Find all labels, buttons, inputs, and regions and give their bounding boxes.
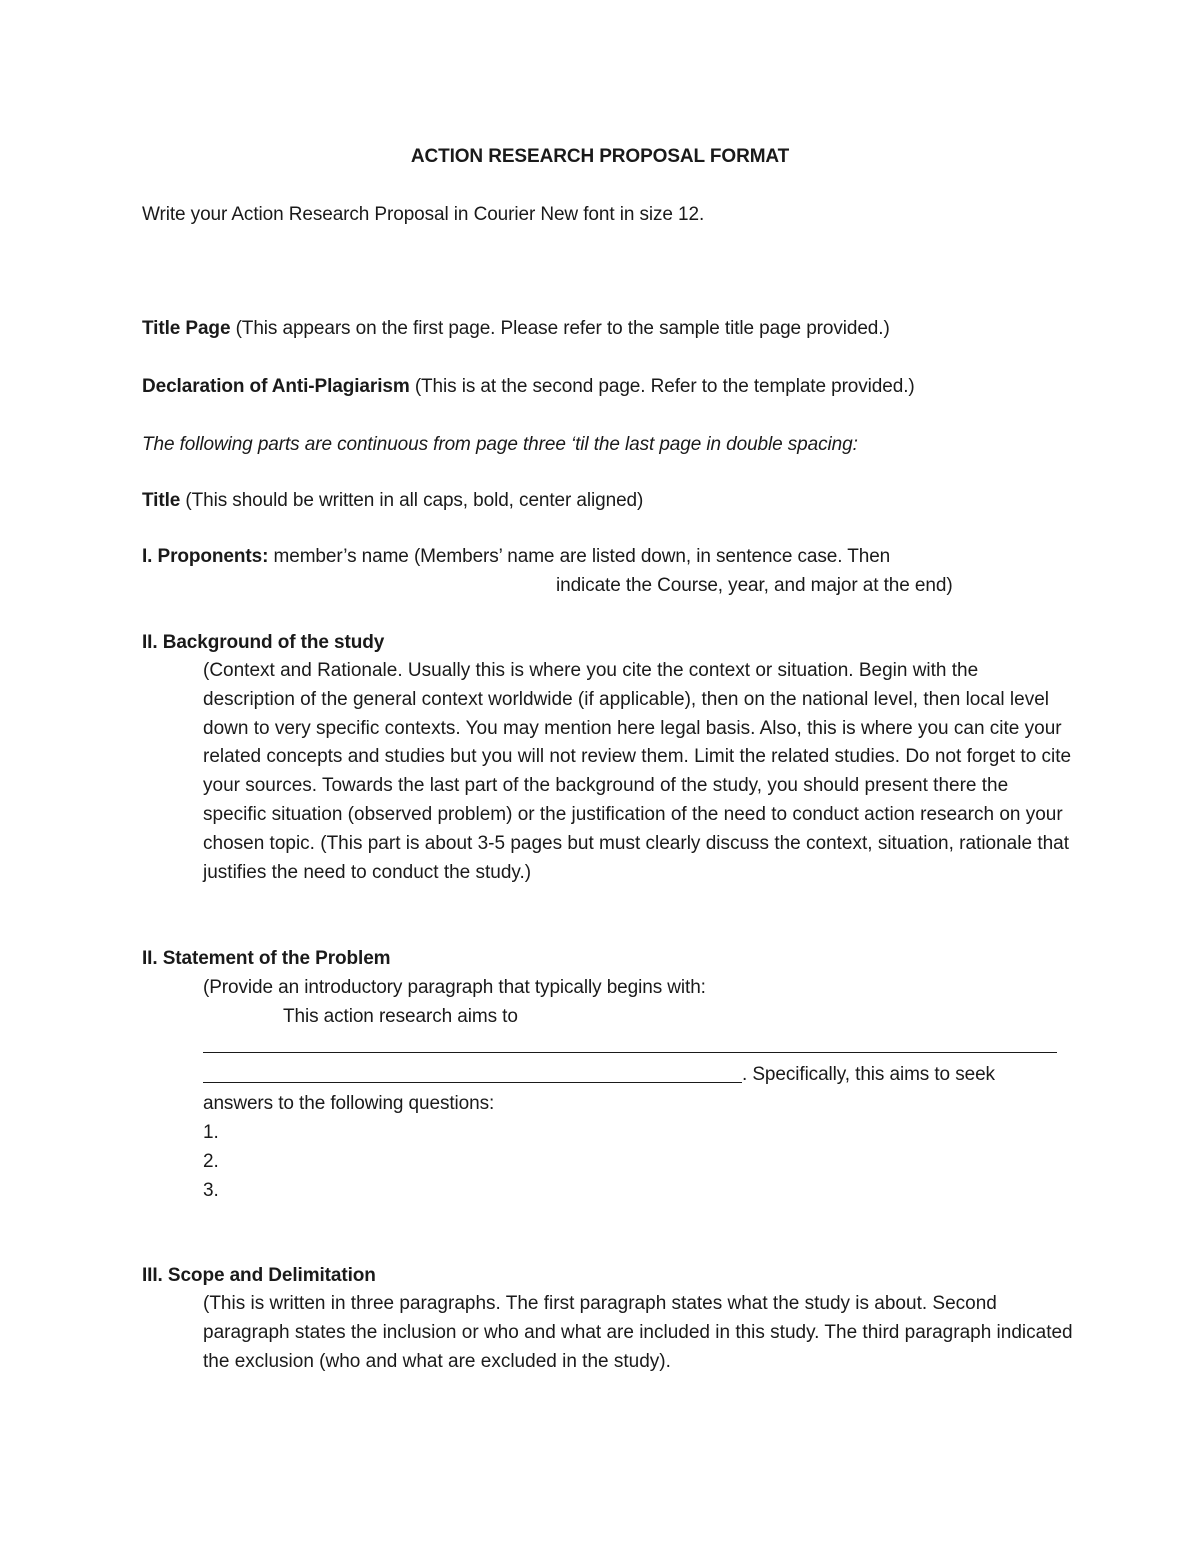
title-page-label: Title Page <box>142 318 231 339</box>
declaration-label: Declaration of Anti-Plagiarism <box>142 376 410 397</box>
continuous-note: The following parts are continuous from page three ‘til the last page in double spacing: <box>142 434 858 455</box>
question-item-3: 3. <box>203 1180 219 1201</box>
background-heading: II. Background of the study <box>142 632 385 653</box>
proponents-line <box>142 542 890 571</box>
statement-answers: answers to the following questions: <box>203 1093 495 1114</box>
title-section-text: (This should be written in all caps, bold, center aligned) <box>180 490 644 511</box>
instruction-line: Write your Action Research Proposal in Courier New font in size 12. <box>142 204 705 225</box>
blank-fill-line-2 <box>203 1082 742 1083</box>
declaration-text: (This is at the second page. Refer to the template provided.) <box>409 376 915 397</box>
statement-intro: (Provide an introductory paragraph that typically begins with: <box>203 977 706 998</box>
question-item-1: 1. <box>203 1122 219 1143</box>
question-item-2: 2. <box>203 1151 219 1172</box>
title-page-text: (This appears on the first page. Please refer to the sample title page provided.) <box>230 318 890 339</box>
blank-fill-line-1 <box>203 1052 1057 1053</box>
scope-body: (This is written in three paragraphs. The first paragraph states what the study is about. Second paragraph states the inclusion or who and what are included in this study. The third paragraph indicated the exclusion (who and what are excluded in the study). <box>203 1293 1073 1372</box>
proponents-text: member’s name (Members’ name are listed down, in sentence case. Then <box>268 546 891 567</box>
statement-aims: This action research aims to <box>283 1006 518 1027</box>
title-page-line <box>142 314 890 343</box>
proponents-label: I. Proponents: <box>142 546 269 567</box>
title-section-label: Title <box>142 490 181 511</box>
document-title: ACTION RESEARCH PROPOSAL FORMAT <box>410 146 790 167</box>
scope-heading: III. Scope and Delimitation <box>142 1265 376 1286</box>
title-section-line <box>142 486 643 515</box>
proponents-continuation: indicate the Course, year, and major at the end) <box>556 575 953 596</box>
declaration-line <box>142 372 915 401</box>
background-body: (Context and Rationale. Usually this is where you cite the context or situation. Begin with the description of the general context worldwide (if applicable), then on the national level, then local level down to very specific contexts. You may mention here legal basis. Also, this is where you can cite your related concepts and studies but you will not review them. Limit the related studies. Do not forget to cite your sources. Towards the last part of the background of the study, you should present there the specific situation (observed problem) or the justification of the need to conduct action research on your chosen topic. (This part is about 3-5 pages but must clearly discuss the context, situation, rationale that justifies the need to conduct the study.) <box>203 660 1072 883</box>
statement-heading: II. Statement of the Problem <box>142 948 391 969</box>
statement-specifically: . Specifically, this aims to seek <box>742 1064 995 1085</box>
